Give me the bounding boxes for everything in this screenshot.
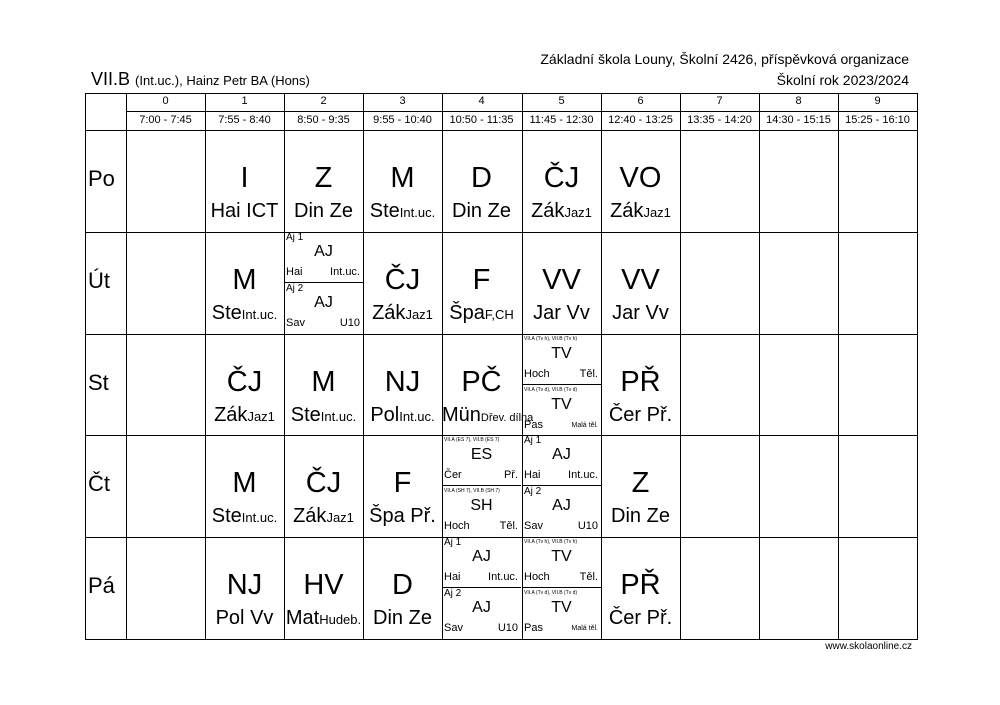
- lesson-cell[interactable]: [601, 130, 680, 232]
- period-time: 8:50 - 9:35: [297, 114, 350, 126]
- room-label: Ze: [408, 607, 432, 629]
- teacher-label: Hai: [210, 200, 241, 222]
- class-info: (Int.uc.), Hainz Petr BA (Hons): [135, 73, 310, 88]
- room-label: Př.: [646, 404, 673, 426]
- room-label: Př.: [646, 607, 673, 629]
- room-label: U10: [577, 520, 598, 532]
- subject-label: NJ: [226, 569, 263, 601]
- subject-label: AJ: [552, 446, 571, 463]
- subject-label: ČJ: [543, 162, 580, 194]
- group-lesson[interactable]: [522, 537, 601, 587]
- group-divider: [522, 587, 601, 588]
- group-divider: [522, 485, 601, 486]
- lesson-cell[interactable]: [442, 130, 521, 232]
- teacher-label: Mat: [285, 607, 320, 629]
- teacher-label: Ste: [369, 200, 400, 222]
- teacher-label: Jar: [533, 302, 561, 324]
- subject-label: F: [393, 467, 412, 499]
- group-divider: [442, 587, 521, 588]
- subject-label: F: [472, 264, 491, 296]
- lesson-details: [363, 404, 442, 427]
- lesson-details: [363, 505, 442, 528]
- room-label: Těl.: [499, 520, 518, 532]
- teacher-label: Špa: [369, 505, 405, 527]
- timetable: [85, 93, 918, 640]
- room-label: ICT: [246, 200, 279, 222]
- header-divider: [126, 111, 917, 112]
- day-label: Út: [88, 268, 110, 293]
- subject-label: ČJ: [305, 467, 342, 499]
- teacher-label: Hai: [444, 571, 461, 583]
- group-lesson[interactable]: [442, 588, 521, 638]
- room-label: Ze: [487, 200, 511, 222]
- room-label: Vv: [566, 302, 590, 324]
- lesson-details: [442, 404, 534, 427]
- group-name: VII.A (Tv d), VII.B (Tv d): [524, 387, 578, 393]
- group-lesson[interactable]: [442, 435, 521, 485]
- subject-label: AJ: [314, 243, 333, 260]
- room-label: Malá těl.: [571, 625, 598, 632]
- column-divider: [759, 94, 760, 639]
- teacher-label: Hoch: [444, 520, 470, 532]
- group-name: VII.A (Tv h), VII.B (Tv h): [524, 336, 578, 342]
- lesson-cell[interactable]: [363, 334, 442, 436]
- lesson-details: [205, 404, 284, 427]
- teacher-label: Sav: [286, 317, 305, 329]
- lesson-cell[interactable]: [205, 232, 284, 334]
- teacher-label: Pas: [524, 419, 543, 431]
- subject-label: VV: [542, 264, 581, 296]
- lesson-cell[interactable]: [522, 130, 601, 232]
- subject-label: ES: [470, 446, 493, 463]
- lesson-cell[interactable]: [284, 232, 363, 334]
- period-number: 8: [795, 95, 802, 107]
- group-lesson[interactable]: [522, 588, 601, 638]
- teacher-label: Din: [611, 505, 642, 527]
- room-label: Ze: [646, 505, 670, 527]
- room-label: Int.uc.: [399, 205, 436, 220]
- room-label: U10: [339, 317, 360, 329]
- group-name: Aj 2: [444, 588, 462, 599]
- lesson-cell[interactable]: [601, 435, 680, 537]
- teacher-label: Din: [294, 200, 325, 222]
- subject-label: PŘ: [620, 569, 661, 601]
- group-lesson[interactable]: [522, 486, 601, 536]
- subject-label: ČJ: [384, 264, 421, 296]
- lesson-cell[interactable]: [601, 334, 680, 436]
- school-name: Základní škola Louny, Školní 2426, příspěvková organizace: [540, 51, 909, 67]
- group-lesson[interactable]: [522, 435, 601, 485]
- subject-label: AJ: [552, 497, 571, 514]
- day-label: Čt: [88, 471, 110, 496]
- lesson-cell[interactable]: [522, 435, 601, 537]
- teacher-label: Čer: [444, 469, 462, 481]
- lesson-details: [601, 200, 680, 223]
- subject-label: AJ: [472, 548, 491, 565]
- teacher-label: Sav: [524, 520, 543, 532]
- period-number: 0: [162, 95, 169, 107]
- teacher-label: Din: [452, 200, 483, 222]
- lesson-details: [363, 302, 442, 325]
- period-number: 9: [874, 95, 881, 107]
- subject-label: M: [311, 366, 336, 398]
- lesson-cell[interactable]: [363, 232, 442, 334]
- period-time: 12:40 - 13:25: [608, 114, 673, 126]
- lesson-details: [601, 607, 680, 630]
- room-label: Malá těl.: [571, 422, 598, 429]
- lesson-details: [205, 607, 284, 630]
- lesson-cell[interactable]: [284, 130, 363, 232]
- room-label: Př.: [503, 469, 518, 481]
- class-name: VII.B: [91, 69, 131, 89]
- lesson-cell[interactable]: [205, 537, 284, 639]
- subject-label: TV: [551, 599, 572, 616]
- period-time: 7:55 - 8:40: [218, 114, 271, 126]
- teacher-label: Čer: [608, 404, 642, 426]
- lesson-details: [284, 607, 363, 630]
- room-label: Int.uc.: [241, 510, 278, 525]
- lesson-details: [284, 404, 363, 427]
- column-divider: [126, 94, 127, 639]
- teacher-label: Pol: [215, 607, 245, 629]
- teacher-label: Zák: [293, 505, 327, 527]
- period-time: 11:45 - 12:30: [529, 114, 594, 126]
- room-label: Jaz1: [405, 307, 433, 322]
- subject-label: TV: [551, 548, 572, 565]
- room-label: Vv: [250, 607, 274, 629]
- teacher-label: Mün: [442, 404, 481, 426]
- lesson-details: [284, 200, 363, 223]
- subject-label: NJ: [384, 366, 421, 398]
- school-year: Školní rok 2023/2024: [776, 72, 909, 88]
- teacher-label: Hoch: [524, 368, 550, 380]
- lesson-cell[interactable]: [363, 435, 442, 537]
- teacher-label: Zák: [610, 200, 644, 222]
- subject-label: D: [471, 162, 492, 194]
- teacher-label: Pas: [524, 622, 543, 634]
- period-number: 3: [399, 95, 406, 107]
- teacher-label: Zák: [214, 404, 248, 426]
- lesson-cell[interactable]: [442, 537, 521, 639]
- room-label: Int.uc.: [320, 409, 357, 424]
- teacher-label: Špa: [449, 302, 485, 324]
- room-label: Int.uc.: [568, 469, 598, 481]
- subject-label: AJ: [472, 599, 491, 616]
- lesson-details: [601, 404, 680, 427]
- lesson-cell[interactable]: [363, 537, 442, 639]
- subject-label: Z: [631, 467, 650, 499]
- teacher-label: Hoch: [524, 571, 550, 583]
- lesson-cell[interactable]: [205, 435, 284, 537]
- lesson-cell[interactable]: [284, 537, 363, 639]
- lesson-details: [601, 505, 680, 528]
- room-label: Př.: [410, 505, 436, 527]
- group-name: Aj 2: [524, 486, 542, 497]
- teacher-label: Zák: [531, 200, 565, 222]
- subject-label: Z: [314, 162, 333, 194]
- room-label: F,CH: [484, 307, 514, 322]
- group-lesson[interactable]: [284, 232, 363, 282]
- room-label: Vv: [645, 302, 669, 324]
- group-name: Aj 1: [444, 537, 462, 548]
- subject-label: M: [390, 162, 415, 194]
- room-label: Int.uc.: [488, 571, 518, 583]
- subject-label: PČ: [461, 366, 502, 398]
- period-number: 7: [716, 95, 723, 107]
- subject-label: ČJ: [226, 366, 263, 398]
- lesson-details: [363, 607, 442, 630]
- teacher-label: Zák: [372, 302, 406, 324]
- subject-label: I: [240, 162, 249, 194]
- teacher-label: Hai: [524, 469, 541, 481]
- group-lesson[interactable]: [442, 537, 521, 587]
- subject-label: VO: [619, 162, 662, 194]
- room-label: Jaz1: [247, 409, 275, 424]
- room-label: Int.uc.: [399, 409, 435, 424]
- subject-label: HV: [303, 569, 344, 601]
- room-label: U10: [497, 622, 518, 634]
- teacher-label: Jar: [612, 302, 640, 324]
- teacher-label: Čer: [608, 607, 642, 629]
- lesson-cell[interactable]: [363, 130, 442, 232]
- group-lesson[interactable]: [522, 334, 601, 384]
- lesson-cell[interactable]: [442, 435, 521, 537]
- period-number: 4: [478, 95, 485, 107]
- lesson-cell[interactable]: [601, 232, 680, 334]
- period-time: 13:35 - 14:20: [687, 114, 752, 126]
- period-number: 5: [558, 95, 565, 107]
- period-number: 1: [241, 95, 248, 107]
- lesson-cell[interactable]: [522, 232, 601, 334]
- room-label: Jaz1: [643, 205, 671, 220]
- room-label: Int.uc.: [330, 266, 360, 278]
- lesson-details: [205, 200, 284, 223]
- lesson-cell[interactable]: [284, 435, 363, 537]
- subject-label: D: [392, 569, 413, 601]
- group-name: Aj 2: [286, 283, 304, 294]
- footer-link[interactable]: www.skolaonline.cz: [825, 641, 912, 652]
- teacher-label: Ste: [211, 505, 242, 527]
- group-lesson[interactable]: [284, 283, 363, 333]
- room-label: Těl.: [579, 571, 598, 583]
- lesson-details: [284, 505, 363, 528]
- lesson-details: [205, 302, 284, 325]
- group-divider: [442, 485, 521, 486]
- teacher-label: Ste: [290, 404, 321, 426]
- group-name: VII.A (ES 7), VII.B (ES 7): [444, 437, 500, 443]
- period-time: 9:55 - 10:40: [373, 114, 432, 126]
- period-time: 14:30 - 15:15: [766, 114, 831, 126]
- subject-label: PŘ: [620, 366, 661, 398]
- lesson-cell[interactable]: [522, 537, 601, 639]
- subject-label: SH: [470, 497, 493, 514]
- lesson-details: [601, 302, 680, 325]
- group-lesson[interactable]: [442, 486, 521, 536]
- subject-label: M: [232, 467, 257, 499]
- class-title: [91, 69, 310, 90]
- teacher-label: Hai: [286, 266, 303, 278]
- room-label: Těl.: [579, 368, 598, 380]
- group-name: Aj 1: [524, 435, 542, 446]
- lesson-details: [442, 200, 521, 223]
- lesson-cell[interactable]: [442, 232, 521, 334]
- subject-label: TV: [551, 396, 572, 413]
- day-label: St: [88, 370, 109, 395]
- teacher-label: Sav: [444, 622, 463, 634]
- group-divider: [284, 282, 363, 283]
- day-label: Po: [88, 166, 115, 191]
- group-name: VII.A (Tv d), VII.B (Tv d): [524, 590, 578, 596]
- lesson-cell[interactable]: [601, 537, 680, 639]
- room-label: Dřev. dílna: [480, 412, 534, 424]
- room-label: Hudeb.: [319, 612, 362, 627]
- period-time: 10:50 - 11:35: [449, 114, 514, 126]
- period-number: 6: [637, 95, 644, 107]
- room-label: Jaz1: [564, 205, 592, 220]
- period-number: 2: [320, 95, 327, 107]
- group-divider: [522, 384, 601, 385]
- lesson-details: [522, 302, 601, 325]
- subject-label: M: [232, 264, 257, 296]
- room-label: Int.uc.: [241, 307, 278, 322]
- lesson-cell[interactable]: [205, 130, 284, 232]
- room-label: Jaz1: [326, 510, 354, 525]
- lesson-cell[interactable]: [522, 334, 601, 436]
- lesson-details: [522, 200, 601, 223]
- lesson-details: [442, 302, 521, 325]
- teacher-label: Pol: [370, 404, 400, 426]
- lesson-cell[interactable]: [205, 334, 284, 436]
- period-time: 15:25 - 16:10: [845, 114, 910, 126]
- teacher-label: Ste: [211, 302, 242, 324]
- period-time: 7:00 - 7:45: [139, 114, 192, 126]
- lesson-details: [205, 505, 284, 528]
- teacher-label: Din: [373, 607, 404, 629]
- day-label: Pá: [88, 573, 115, 598]
- room-label: Ze: [329, 200, 353, 222]
- group-name: Aj 1: [286, 232, 304, 243]
- lesson-cell[interactable]: [284, 334, 363, 436]
- group-name: VII.A (Tv h), VII.B (Tv h): [524, 539, 578, 545]
- lesson-details: [363, 200, 442, 223]
- group-name: VII.A (SH 7), VII.B (SH 7): [444, 488, 500, 494]
- subject-label: TV: [551, 345, 572, 362]
- group-lesson[interactable]: [522, 385, 601, 435]
- subject-label: VV: [621, 264, 660, 296]
- column-divider: [838, 94, 839, 639]
- subject-label: AJ: [314, 294, 333, 311]
- column-divider: [680, 94, 681, 639]
